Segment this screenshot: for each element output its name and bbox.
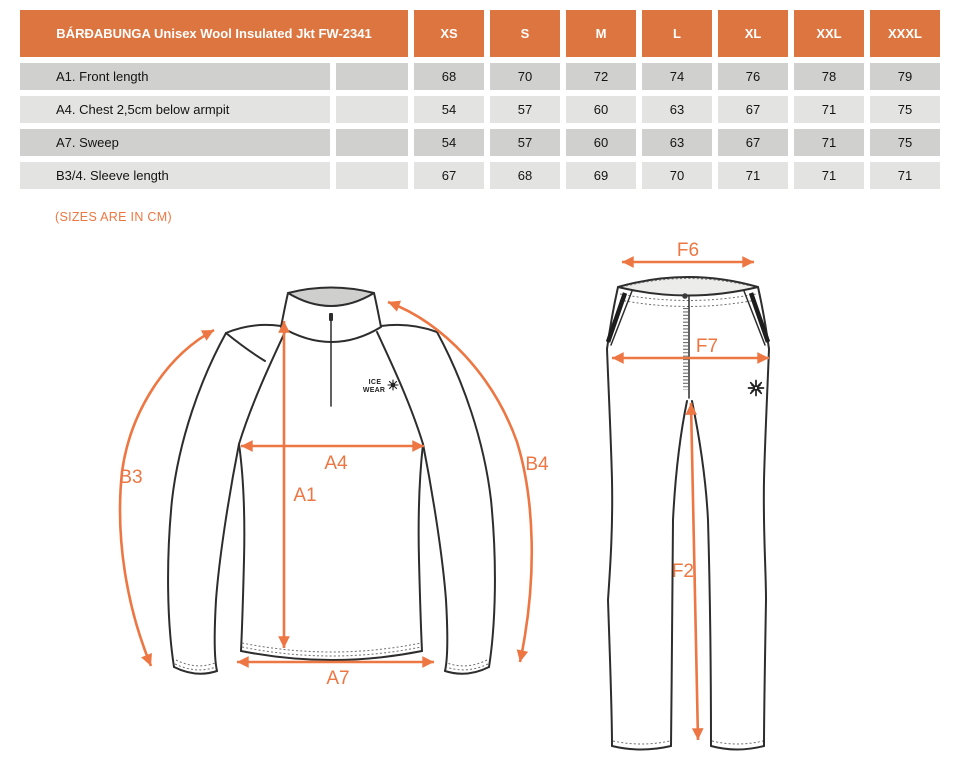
- measurement-label-f6: F6: [676, 240, 700, 261]
- measurement-label-a1: A1: [293, 485, 317, 506]
- size-column-header-s: S: [490, 10, 560, 57]
- size-value: 71: [718, 162, 788, 189]
- size-value: 76: [718, 63, 788, 90]
- row-spacer-cell: [336, 162, 408, 189]
- row-label-front-length: A1. Front length: [20, 63, 330, 90]
- row-label-sleeve-length: B3/4. Sleeve length: [20, 162, 330, 189]
- arrow-b3: [120, 330, 214, 666]
- size-column-header-m: M: [566, 10, 636, 57]
- row-spacer-cell: [336, 63, 408, 90]
- right-hem: [711, 746, 764, 750]
- left-shoulder-seam: [226, 325, 281, 333]
- jacket-outline: [168, 288, 495, 674]
- body-right-seam: [419, 444, 423, 651]
- table-title: BÁRÐABUNGA Unisex Wool Insulated Jkt FW-2341: [20, 10, 408, 57]
- snowflake-icon: [749, 381, 764, 396]
- left-hem: [612, 746, 671, 750]
- size-value: 69: [566, 162, 636, 189]
- size-value: 63: [642, 129, 712, 156]
- measurement-label-a7: A7: [326, 668, 350, 689]
- pants-diagram: [575, 238, 810, 763]
- size-column-header-l: L: [642, 10, 712, 57]
- logo-text-line1: ICE: [368, 379, 382, 386]
- size-value: 63: [642, 96, 712, 123]
- row-label-sweep: A7. Sweep: [20, 129, 330, 156]
- size-value: 70: [642, 162, 712, 189]
- right-shoulder-seam: [381, 325, 437, 332]
- pants-outline: [607, 277, 769, 750]
- sizes-note: (SIZES ARE IN CM): [55, 210, 172, 224]
- size-value: 71: [870, 162, 940, 189]
- size-value: 75: [870, 96, 940, 123]
- body-left-seam: [239, 444, 244, 651]
- size-value: 54: [414, 129, 484, 156]
- measurement-label-b4: B4: [525, 454, 549, 475]
- waist-button: [682, 293, 688, 299]
- size-value: 57: [490, 96, 560, 123]
- size-value: 75: [870, 129, 940, 156]
- size-value: 68: [414, 63, 484, 90]
- left-cuff: [174, 667, 217, 674]
- left-shoulder-panel: [226, 333, 265, 361]
- size-column-header-xxl: XXL: [794, 10, 864, 57]
- size-value: 60: [566, 96, 636, 123]
- size-value: 74: [642, 63, 712, 90]
- size-value: 70: [490, 63, 560, 90]
- row-spacer-cell: [336, 129, 408, 156]
- size-value: 71: [794, 162, 864, 189]
- left-outer-seam: [607, 287, 618, 746]
- icewear-logo: [363, 379, 398, 394]
- left-sleeve-inner: [215, 444, 239, 671]
- waist-opening: [618, 277, 758, 296]
- size-value: 78: [794, 63, 864, 90]
- size-value: 67: [718, 96, 788, 123]
- logo-text-line2: WEAR: [362, 387, 386, 394]
- size-column-header-xxxl: XXXL: [870, 10, 940, 57]
- size-value: 79: [870, 63, 940, 90]
- size-value: 57: [490, 129, 560, 156]
- jacket-diagram: [95, 238, 565, 698]
- jacket-measurements: [119, 302, 549, 689]
- size-value: 68: [490, 162, 560, 189]
- size-column-header-xl: XL: [718, 10, 788, 57]
- size-value: 72: [566, 63, 636, 90]
- right-sleeve-inner: [423, 444, 447, 671]
- size-value: 54: [414, 96, 484, 123]
- size-column-header-xs: XS: [414, 10, 484, 57]
- size-table: [20, 10, 940, 189]
- measurement-label-b3: B3: [119, 467, 143, 488]
- left-sleeve-outer: [168, 333, 226, 667]
- measurement-label-f2: F2: [671, 561, 694, 582]
- size-value: 60: [566, 129, 636, 156]
- row-spacer-cell: [336, 96, 408, 123]
- right-cuff: [445, 667, 489, 674]
- measurement-label-f7: F7: [695, 336, 719, 357]
- measurement-label-a4: A4: [324, 453, 348, 474]
- right-outer-seam: [758, 287, 769, 746]
- size-value: 67: [414, 162, 484, 189]
- zipper-slider: [329, 313, 333, 321]
- row-label-chest: A4. Chest 2,5cm below armpit: [20, 96, 330, 123]
- arrow-b4: [388, 302, 532, 662]
- size-value: 71: [794, 96, 864, 123]
- size-value: 67: [718, 129, 788, 156]
- size-value: 71: [794, 129, 864, 156]
- snowflake-icon: [388, 380, 398, 390]
- pants-measurements: [612, 240, 769, 740]
